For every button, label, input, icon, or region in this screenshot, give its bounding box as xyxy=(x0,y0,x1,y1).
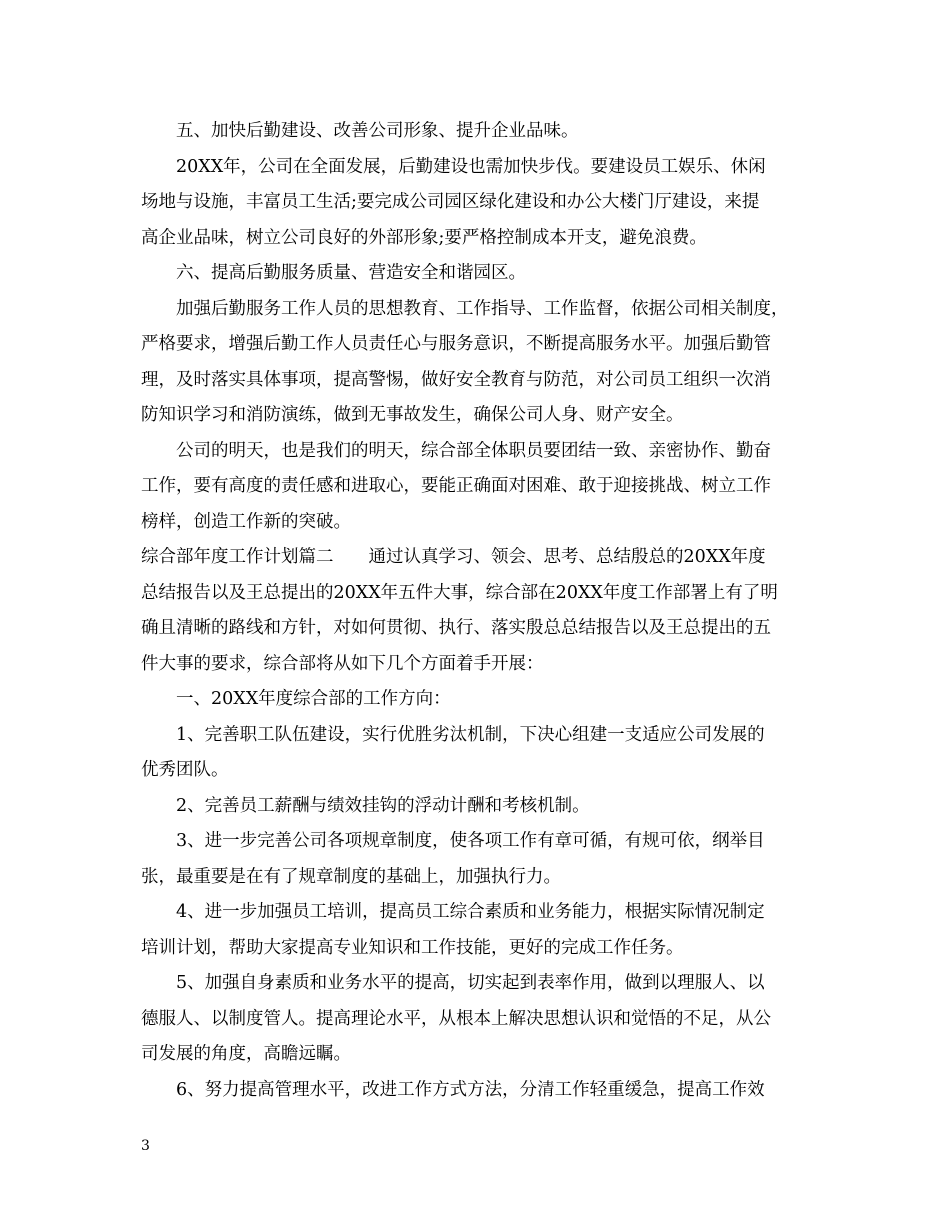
text-line: 4、进一步加强员工培训，提高员工综合素质和业务能力，根据实际情况制定 xyxy=(176,902,765,922)
text-line: 综合部年度工作计划篇二 通过认真学习、领会、思考、总结殷总的20XX年度 xyxy=(141,547,766,567)
text-line: 优秀团队。 xyxy=(141,760,229,780)
text-line: 六、提高后勤服务质量、营造安全和谐园区。 xyxy=(176,263,526,283)
text-line: 件大事的要求，综合部将从如下几个方面着手开展： xyxy=(141,654,544,674)
text-line: 5、加强自身素质和业务水平的提高，切实起到表率作用，做到以理服人、以 xyxy=(176,973,765,993)
text-line: 20XX年，公司在全面发展，后勤建设也需加快步伐。要建设员工娱乐、休闲 xyxy=(176,157,766,177)
text-line: 高企业品味，树立公司良好的外部形象;要严格控制成本开支，避免浪费。 xyxy=(141,228,707,248)
text-line: 司发展的角度，高瞻远瞩。 xyxy=(141,1044,351,1064)
text-line: 2、完善员工薪酬与绩效挂钩的浮动计酬和考核机制。 xyxy=(176,796,590,816)
text-line: 工作，要有高度的责任感和进取心，要能正确面对困难、敢于迎接挑战、树立工作 xyxy=(141,476,771,496)
text-line: 培训计划，帮助大家提高专业知识和工作技能，更好的完成工作任务。 xyxy=(141,938,684,958)
text-line: 德服人、以制度管人。提高理论水平，从根本上解决思想认识和觉悟的不足，从公 xyxy=(141,1009,771,1029)
text-line: 五、加快后勤建设、改善公司形象、提升企业品味。 xyxy=(176,121,579,141)
text-line: 场地与设施，丰富员工生活;要完成公司园区绿化建设和办公大楼门厅建设，来提 xyxy=(141,192,760,212)
text-line: 公司的明天，也是我们的明天，综合部全体职员要团结一致、亲密协作、勤奋 xyxy=(176,441,771,461)
text-line: 防知识学习和消防演练，做到无事故发生，确保公司人身、财产安全。 xyxy=(141,405,684,425)
text-line: 严格要求，增强后勤工作人员责任心与服务意识，不断提高服务水平。加强后勤管 xyxy=(141,334,771,354)
text-line: 榜样，创造工作新的突破。 xyxy=(141,512,351,532)
text-line: 总结报告以及王总提出的20XX年五件大事，综合部在20XX年度工作部署上有了明 xyxy=(141,583,778,603)
text-line: 3、进一步完善公司各项规章制度，使各项工作有章可循，有规可依，纲举目 xyxy=(176,831,765,851)
page-number: 3 xyxy=(141,1138,150,1154)
text-line: 张，最重要是在有了规章制度的基础上，加强执行力。 xyxy=(141,867,561,887)
text-line: 一、20XX年度综合部的工作方向： xyxy=(176,689,451,709)
text-line: 理，及时落实具体事项，提高警惕，做好安全教育与防范，对公司员工组织一次消 xyxy=(141,370,771,390)
text-line: 加强后勤服务工作人员的思想教育、工作指导、工作监督，依据公司相关制度， xyxy=(176,299,789,319)
text-line: 6、努力提高管理水平，改进工作方式方法，分清工作轻重缓急，提高工作效 xyxy=(176,1080,765,1100)
text-line: 1、完善职工队伍建设，实行优胜劣汰机制，下决心组建一支适应公司发展的 xyxy=(176,725,765,745)
text-line: 确且清晰的路线和方针，对如何贯彻、执行、落实殷总总结报告以及王总提出的五 xyxy=(141,618,771,638)
